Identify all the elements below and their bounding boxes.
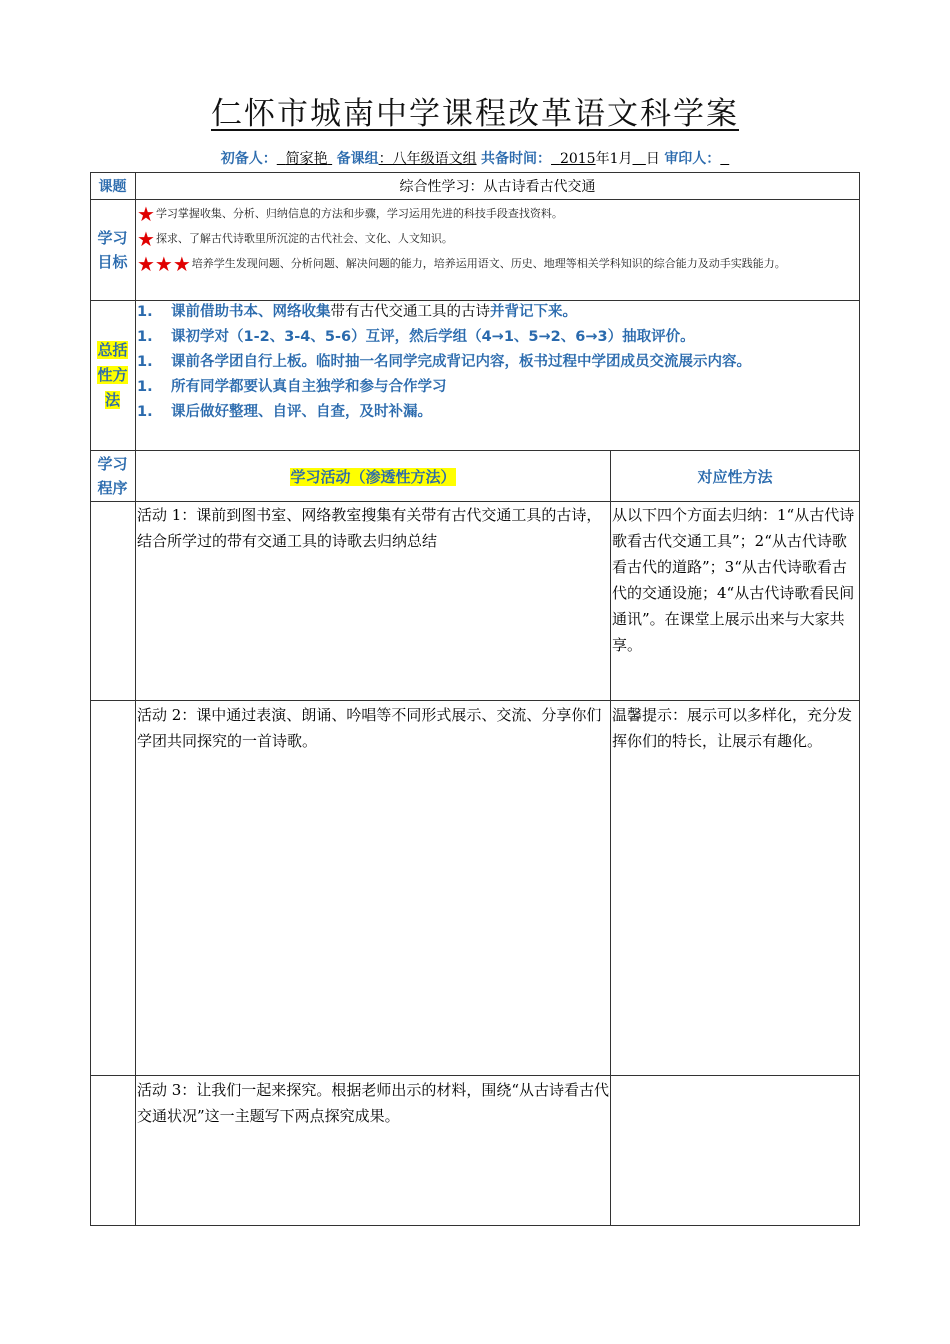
method-item: 1. 课初学对（1-2、3-4、5-6）互评，然后学组（4→1、5→2、6→3）抽取评价。 [137, 329, 695, 345]
goal-item: ★ 探求、了解古代诗歌里所沉淀的古代社会、文化、人文知识。 [137, 226, 453, 251]
star-icon: ★ [137, 226, 155, 251]
activity-3: 活动 3：让我们一起来探究。根据老师出示的材料，围绕“从古诗看古代交通状况”这一主题写下两点探究成果。 [137, 1081, 609, 1125]
activity-column-header: 学习活动（渗透性方法） [290, 468, 456, 486]
activity-2: 活动 2：课中通过表演、朗诵、吟唱等不同形式展示、交流、分享你们学团共同探究的一首诗歌。 [137, 706, 602, 750]
time-label: 共备时间： [481, 151, 552, 167]
goal-item: ★★★ 培养学生发现问题、分析问题、解决问题的能力，培养运用语文、历史、地理等相关学科知识的综合能力及动手实践能力。 [137, 251, 786, 276]
goals-list [137, 201, 857, 276]
topic-label: 课题 [98, 179, 127, 195]
year-value: 2015 [559, 151, 596, 167]
header-meta [0, 148, 950, 168]
lesson-plan-table [90, 172, 860, 1226]
activity-1: 活动 1：课前到图书室、网络教室搜集有关带有古代交通工具的古诗，结合所学过的带有交通工具的诗歌去归纳总结 [137, 506, 602, 550]
goals-label: 学习 目标 [97, 229, 128, 271]
group-label: 备课组 [336, 151, 379, 167]
method-2: 温馨提示：展示可以多样化，充分发挥你们的特长，让展示有趣化。 [612, 706, 853, 750]
month-value: 1 [609, 151, 619, 167]
day-unit: 日 [645, 151, 660, 167]
method-column-header: 对应性方法 [697, 468, 773, 486]
methods-label: 总括 性方 法 [97, 341, 128, 409]
method-item: 1. 所有同学都要认真自主独学和参与合作学习 [137, 379, 447, 395]
topic-value: 综合性学习：从古诗看古代交通 [399, 179, 596, 195]
month-unit: 月 [618, 151, 633, 167]
page-title: 仁怀市城南中学课程改革语文科学案 [211, 96, 739, 132]
star-icon: ★ [137, 201, 155, 226]
author-value: 简家艳 [285, 151, 328, 167]
day-blank [633, 151, 646, 167]
method-item: 1. 课前借助书本、网络收集带有古代交通工具的古诗并背记下来。 [137, 304, 577, 320]
method-1: 从以下四个方面去归纳：1“从古代诗歌看古代交通工具”；2“从古代诗歌看古代的道路”；3“从古代诗歌看古代的交通设施；4“从古代诗歌看民间通讯”。在课堂上展示出来与大家共享。 [612, 506, 855, 654]
method-item: 1. 课前各学团自行上板。临时抽一名同学完成背记内容，板书过程中学团成员交流展示内容。 [137, 354, 751, 370]
group-value: ：八年级语文组 [378, 151, 477, 167]
reviewer-label: 审印人： [664, 151, 721, 167]
author-label: 初备人： [220, 151, 277, 167]
methods-list [137, 300, 857, 425]
method-item: 1. 课后做好整理、自评、自查，及时补漏。 [137, 404, 432, 420]
reviewer-blank [720, 151, 729, 167]
year-unit: 年 [595, 151, 610, 167]
goal-item: ★ 学习掌握收集、分析、归纳信息的方法和步骤，学习运用先进的科技手段查找资料。 [137, 201, 563, 226]
procedure-label: 学习 程序 [97, 455, 128, 497]
star-icon: ★★★ [137, 251, 191, 276]
